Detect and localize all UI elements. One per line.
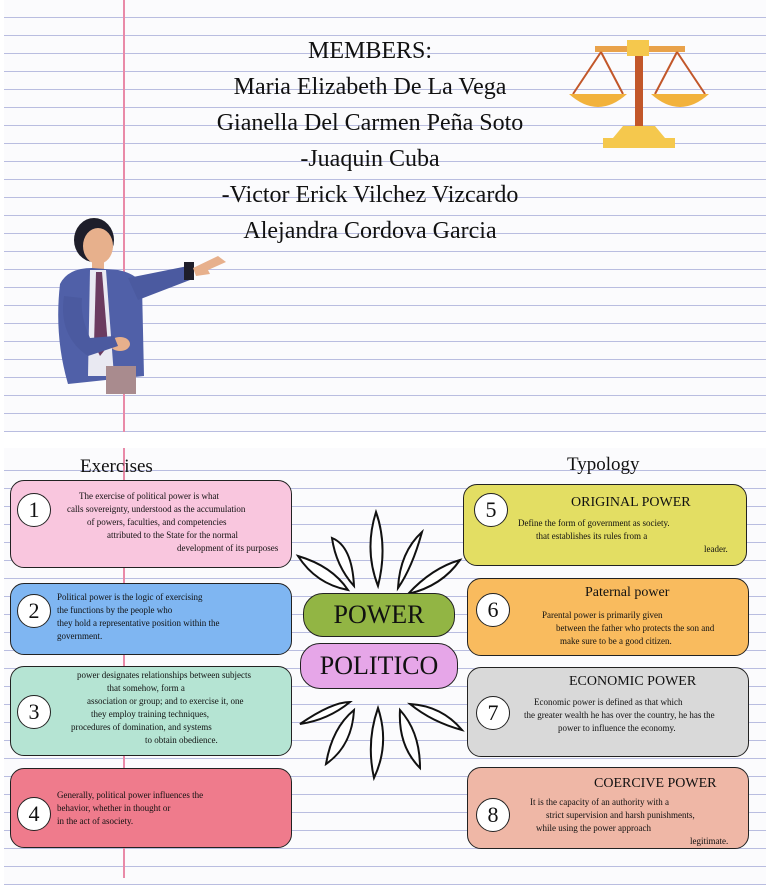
typology-text: Parental power is primarily given between the father who protects the son and make sure to be a good citizen. (542, 610, 715, 646)
typology-card-7 (467, 667, 749, 757)
number-badge: 7 (476, 696, 510, 730)
exercises-heading: Exercises (80, 456, 153, 477)
typology-card-6 (467, 578, 749, 656)
number-badge: 1 (17, 493, 51, 527)
typology-text: Economic power is defined as that which the greater wealth he has over the country, he has the power to influence the economy. (524, 697, 715, 733)
typology-text: Define the form of government as society. that establishes its rules from a leader. (518, 518, 728, 554)
power-label: POWER (303, 593, 455, 637)
typology-title: Paternal power (585, 585, 670, 600)
exercise-card-4 (10, 768, 292, 848)
typology-title: ORIGINAL POWER (571, 495, 691, 510)
number-badge: 2 (17, 594, 51, 628)
exercise-text: The exercise of political power is what calls sovereignty, understood as the accumulation of powers, faculties, and competencies attributed to the State for the normal development of its purposes (67, 491, 279, 553)
exercise-text: power designates relationships between subjects that somehow, form a association or group; and to exercise it, one they employ training techniques, procedures of domination, and systems to obtain obedience. (71, 670, 251, 745)
exercise-card-1 (10, 480, 292, 568)
exercise-card-2 (10, 583, 292, 655)
number-badge: 3 (17, 695, 51, 729)
typology-text: It is the capacity of an authority with a strict supervision and harsh punishments, while using the power approach legitimate. (530, 797, 729, 846)
number-badge: 4 (17, 797, 51, 831)
exercise-text: Political power is the logic of exercising the functions by the people who they hold a representative position within the government. (57, 592, 220, 641)
balance-scale-icon (565, 38, 713, 150)
typology-heading: Typology (567, 454, 640, 475)
members-block (180, 0, 560, 260)
number-badge: 8 (476, 798, 510, 832)
politico-label: POLITICO (300, 643, 458, 689)
typology-title: COERCIVE POWER (594, 776, 717, 791)
member-name: -Victor Erick Vilchez Vizcardo (221, 182, 519, 208)
typology-title: ECONOMIC POWER (569, 674, 697, 689)
number-badge: 5 (474, 493, 508, 527)
member-name: -Juaquin Cuba (300, 146, 440, 172)
exercise-card-3 (10, 666, 292, 756)
exercise-text: Generally, political power influences the behavior, whether in thought or in the act of asociety. (57, 790, 204, 826)
number-badge: 6 (476, 593, 510, 627)
member-name: Maria Elizabeth De La Vega (233, 74, 507, 100)
member-name: Gianella Del Carmen Peña Soto (216, 110, 524, 136)
presenter-man-illustration (48, 216, 233, 394)
members-heading: MEMBERS: (307, 38, 433, 64)
member-name: Alejandra Cordova Garcia (243, 218, 497, 244)
typology-card-8 (467, 767, 749, 849)
typology-card-5 (463, 484, 747, 566)
